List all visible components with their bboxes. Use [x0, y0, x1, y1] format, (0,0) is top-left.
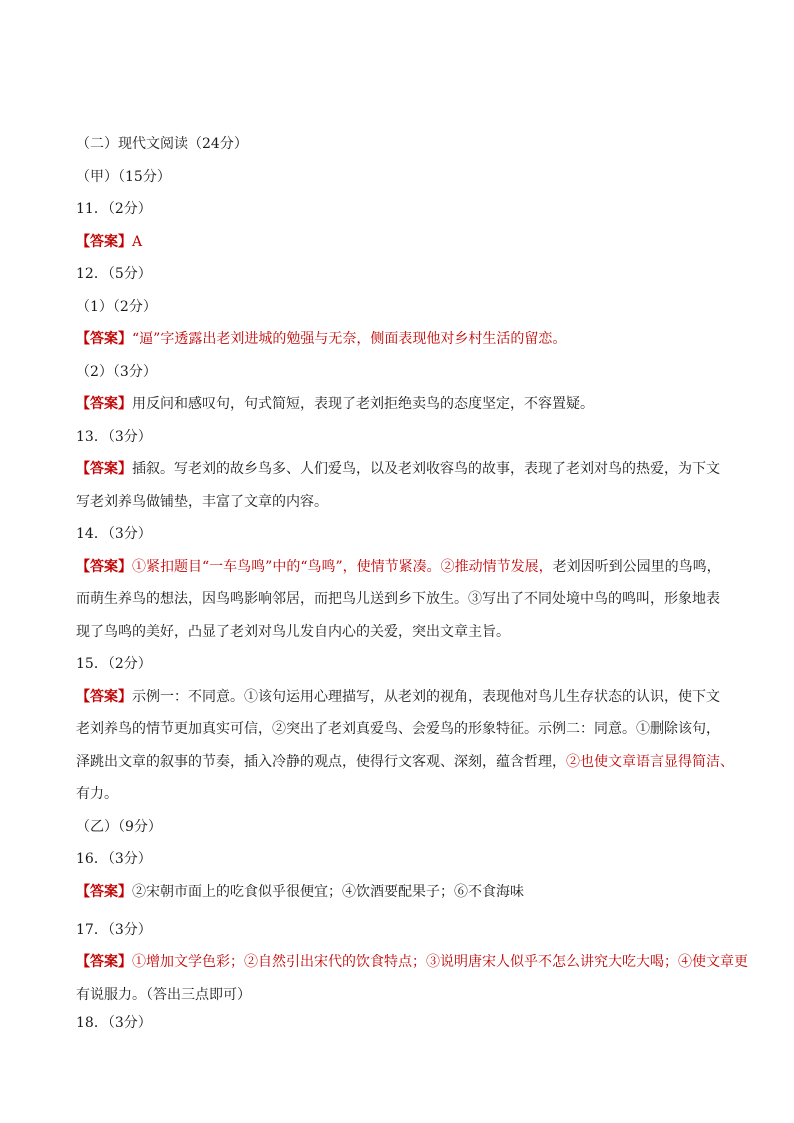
question-12: 12．（5分）: [76, 266, 152, 282]
answer-14-line-3: 现了鸟鸣的美好，凸显了老刘对鸟儿发自内心的关爱，突出文章主旨。: [76, 623, 510, 640]
answer-15-text-3a: 泽跳出文章的叙事的节奏，插入冷静的观点，使得行文客观、深刻，蕴含哲理，: [76, 753, 566, 770]
answer-17-line-1: [76, 948, 748, 976]
question-15: 15．（2分）: [76, 656, 152, 672]
question-17: 17．（3分）: [76, 921, 152, 938]
answer-tag: 【答案】: [76, 331, 132, 347]
answer-tag: 【答案】: [76, 233, 132, 250]
answer-17-line-2: 有说服力。（答出三点即可）: [76, 986, 251, 1003]
answer-12-1-text: “逼”字透露出老刘进城的勉强与无奈，侧面表现他对乡村生活的留恋。: [132, 331, 567, 347]
part-a-heading: （甲）（15分）: [76, 168, 171, 185]
question-18: 18．（3分）: [76, 1014, 152, 1031]
section-title: （二）现代文阅读（24分）: [76, 136, 248, 152]
answer-15-line-4: 有力。: [76, 786, 118, 802]
answer-11: [76, 228, 726, 256]
question-11: 11．（2分）: [76, 201, 152, 217]
answer-11-text: A: [132, 233, 143, 250]
part-b-heading: （乙）（9分）: [76, 818, 162, 835]
answer-tag: 【答案】: [76, 688, 132, 705]
answer-12-2-text: 用反问和感叹句，句式简短，表现了老刘拒绝卖鸟的态度坚定，不容置疑。: [132, 396, 594, 412]
answer-tag: 【答案】: [76, 558, 132, 575]
answer-tag: 【答案】: [76, 883, 132, 900]
answer-12-1: [76, 325, 726, 353]
answer-14-line-1: [76, 553, 726, 581]
answer-15-line-3: [76, 748, 734, 776]
answer-15-text-1: 示例一：不同意。①该句运用心理描写，从老刘的视角，表现他对鸟儿生存状态的认识，使下文: [132, 688, 720, 705]
question-12-part-2: （2）（3分）: [76, 363, 157, 380]
answer-tag: 【答案】: [76, 396, 132, 412]
question-16: 16．（3分）: [76, 851, 152, 867]
question-12-part-1: （1）（2分）: [76, 298, 157, 315]
answer-16-text: ②宋朝市面上的吃食似乎很便宜；④饮酒要配果子；⑥不食海味: [132, 883, 524, 900]
answer-12-2: [76, 390, 726, 418]
answer-16: [76, 878, 726, 906]
answer-15-text-3b: ②也使文章语言显得简洁、: [566, 753, 734, 770]
answer-13-text-1: 插叙。写老刘的故乡鸟多、人们爱鸟，以及老刘收容鸟的故事，表现了老刘对鸟的热爱，为下文: [132, 461, 720, 477]
answer-15-line-1: [76, 683, 726, 711]
answer-tag: 【答案】: [76, 954, 132, 970]
answer-14-text-1b: 老刘因听到公园里的鸟鸣，: [552, 558, 721, 575]
answer-13-line-2: 写老刘养鸟做铺垫，丰富了文章的内容。: [76, 493, 328, 510]
answer-tag: 【答案】: [76, 461, 132, 477]
answer-17-text-1: ①增加文学色彩；②自然引出宋代的饮食特点；③说明唐宋人似乎不怎么讲究大吃大喝；④使文章更: [132, 954, 748, 970]
question-14: 14．（3分）: [76, 526, 152, 542]
question-13: 13．（3分）: [76, 428, 152, 445]
document-content: [76, 130, 748, 1037]
answer-15-line-2: 老刘养鸟的情节更加真实可信，②突出了老刘真爱鸟、会爱鸟的形象特征。示例二：同意。①删除该句，: [76, 721, 720, 737]
answer-13-line-1: [76, 455, 726, 483]
answer-14-line-2: 而萌生养鸟的想法，因鸟鸣影响邻居，而把鸟儿送到乡下放生。③写出了不同处境中鸟的鸣叫，形象地表: [76, 591, 720, 607]
answer-14-text-1a: ①紧扣题目“一车鸟鸣”中的“鸟鸣”，使情节紧凑。②推动情节发展，: [132, 558, 553, 575]
